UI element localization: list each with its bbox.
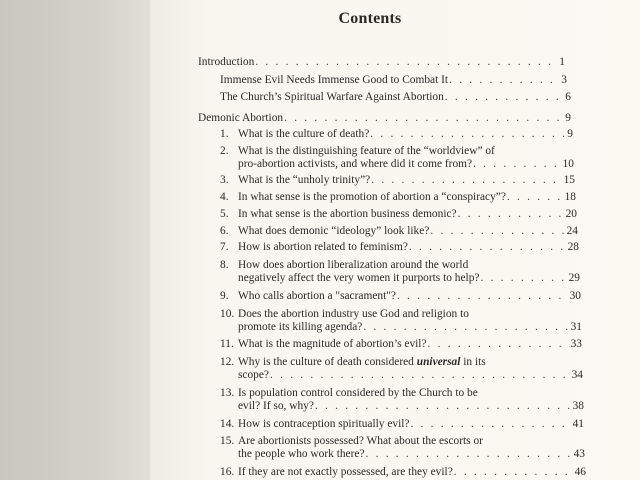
toc-entry-introduction: Introduction . . . 1	[198, 56, 565, 69]
toc-question: 15. Are abortionists possessed? What about the escorts or	[220, 435, 483, 448]
book-page	[150, 0, 640, 480]
toc-question-continuation: pro-abortion activists, and where did it come from? . . . 10	[238, 158, 574, 171]
toc-question-continuation: evil? If so, why? . . . 38	[238, 400, 584, 413]
toc-question-continuation: scope? . . . 34	[238, 369, 583, 382]
toc-question: 2. What is the distinguishing feature of the “worldview” of	[220, 144, 495, 157]
toc-question: 6. What does demonic “ideology” look like? . . . 24	[220, 225, 578, 238]
toc-entry-demonic-abortion: Demonic Abortion . . . 9	[198, 112, 571, 125]
left-page-edge	[0, 0, 175, 480]
toc-subentry: The Church’s Spiritual Warfare Against Abortion . . . 6	[220, 91, 571, 104]
toc-question: 5. In what sense is the abortion business demonic? . . . 20	[220, 208, 577, 221]
toc-subentry: Immense Evil Needs Immense Good to Combat It . . . 3	[220, 74, 567, 87]
toc-question: 13. Is population control considered by the Church to be	[220, 386, 478, 399]
toc-question: 3. What is the “unholy trinity”? . . . 15	[220, 174, 575, 187]
toc-question: 10. Does the abortion industry use God and religion to	[220, 307, 469, 320]
toc-question: 9. Who calls abortion a "sacrament"? . . . 30	[220, 290, 581, 303]
toc-question-continuation: promote its killing agenda? . . . 31	[238, 321, 582, 334]
toc-question: 12. Why is the culture of death considered universal in its	[220, 356, 486, 368]
toc-question: 4. In what sense is the promotion of abortion a “conspiracy”? . . . 18	[220, 191, 576, 204]
toc-question: 7. How is abortion related to feminism? . . . 28	[220, 241, 579, 254]
toc-question: 8. How does abortion liberalization around the world	[220, 259, 469, 272]
table-of-contents	[150, 0, 640, 480]
toc-question-continuation: the people who work there? . . . 43	[238, 448, 585, 461]
contents-heading: Contents	[338, 10, 402, 27]
toc-question: 11. What is the magnitude of abortion’s evil? . . . 33	[220, 338, 582, 351]
toc-question: 16. If they are not exactly possessed, are they evil? . . . 46	[220, 466, 586, 479]
toc-question-continuation: negatively affect the very women it purports to help? . . . 29	[238, 272, 580, 285]
emphasis-universal: universal	[416, 356, 461, 368]
toc-question: 1. What is the culture of death? . . . 9	[220, 128, 573, 141]
toc-question: 14. How is contraception spiritually evil? . . . 41	[220, 418, 584, 431]
